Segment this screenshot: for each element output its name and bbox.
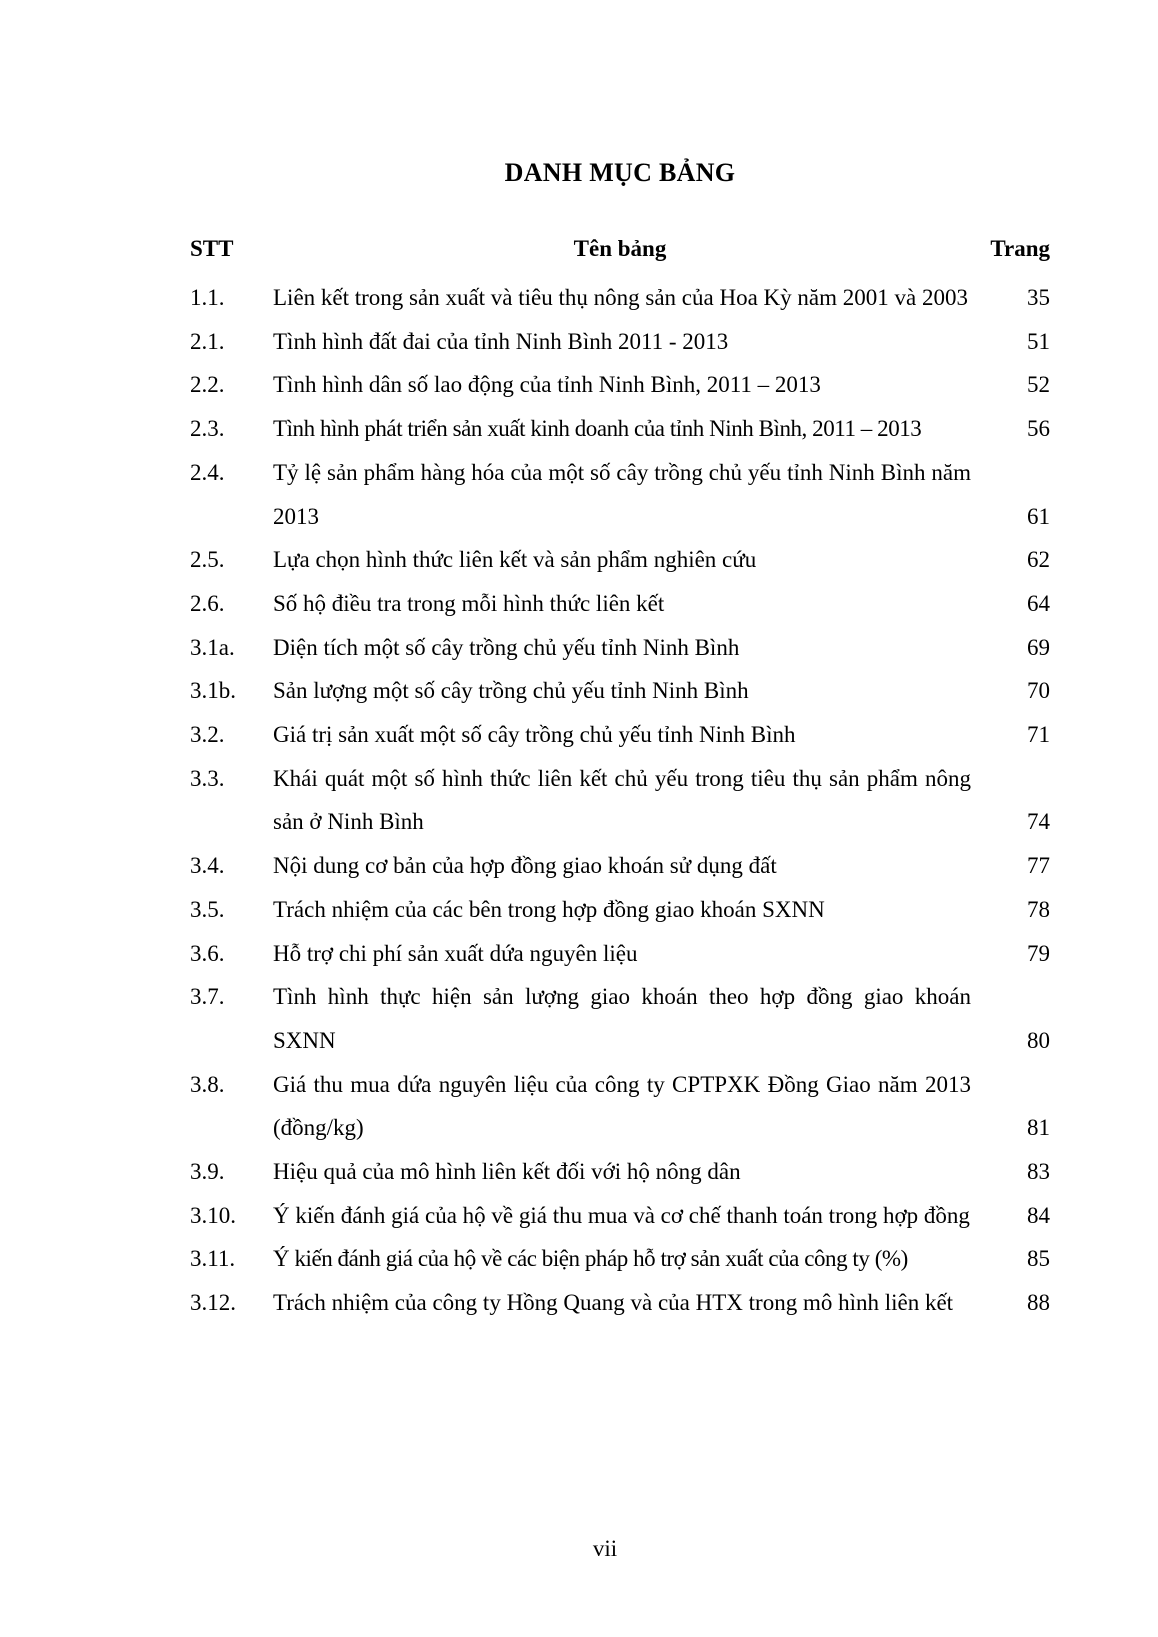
row-name: Ý kiến đánh giá của hộ về giá thu mua và cơ chế thanh toán trong hợp đồng xyxy=(273,1202,970,1228)
header-table-name: Tên bảng xyxy=(573,236,667,261)
row-page: 64 xyxy=(1027,590,1050,616)
row-stt: 1.1. xyxy=(190,285,225,310)
row-name: Giá trị sản xuất một số cây trồng chủ yếu tỉnh Ninh Bình xyxy=(273,722,796,748)
table-row xyxy=(190,888,1050,932)
table-row xyxy=(190,276,1050,320)
row-page: 80 xyxy=(1027,1027,1050,1053)
row-name: Tình hình dân số lao động của tỉnh Ninh Bình, 2011 – 2013 xyxy=(273,372,821,398)
table-row xyxy=(190,1150,1050,1194)
row-name: Hiệu quả của mô hình liên kết đối với hộ nông dân xyxy=(273,1159,741,1185)
table-header xyxy=(190,236,1050,268)
row-page: 81 xyxy=(1027,1115,1050,1141)
row-stt: 3.6. xyxy=(190,940,225,966)
header-page: Trang xyxy=(990,236,1050,261)
row-stt: 3.12. xyxy=(190,1290,236,1316)
row-name: Sản lượng một số cây trồng chủ yếu tỉnh Ninh Bình xyxy=(273,678,749,704)
row-stt: 3.1b. xyxy=(190,678,236,704)
row-stt: 2.3. xyxy=(190,416,225,442)
row-stt: 2.4. xyxy=(190,459,225,485)
row-stt: 2.2. xyxy=(190,372,225,398)
row-page: 84 xyxy=(1027,1202,1050,1228)
row-name: Lựa chọn hình thức liên kết và sản phẩm nghiên cứu xyxy=(273,547,757,573)
row-name: Khái quát một số hình thức liên kết chủ yếu trong tiêu thụ sản phẩm nông sản ở Ninh Bình xyxy=(273,765,971,835)
row-name: Tình hình đất đai của tỉnh Ninh Bình 2011 - 2013 xyxy=(273,328,729,354)
table-row xyxy=(190,932,1050,976)
row-stt: 3.1a. xyxy=(190,634,235,660)
row-name: Giá thu mua dứa nguyên liệu của công ty CPTPXK Đồng Giao năm 2013 (đồng/kg) xyxy=(273,1071,971,1141)
row-page: 79 xyxy=(1027,940,1050,966)
table-row xyxy=(190,451,1050,538)
row-page: 83 xyxy=(1027,1159,1050,1185)
row-page: 71 xyxy=(1027,722,1050,748)
header-stt: STT xyxy=(190,236,234,261)
table-row xyxy=(190,320,1050,364)
row-page: 35 xyxy=(1027,285,1050,310)
table-row xyxy=(190,1237,1050,1281)
row-page: 74 xyxy=(1027,809,1050,835)
row-name: Hỗ trợ chi phí sản xuất dứa nguyên liệu xyxy=(273,940,638,966)
row-stt: 3.3. xyxy=(190,765,225,791)
row-stt: 3.7. xyxy=(190,984,225,1010)
row-stt: 2.1. xyxy=(190,328,225,354)
table-row xyxy=(190,582,1050,626)
row-stt: 3.10. xyxy=(190,1202,236,1228)
row-stt: 3.8. xyxy=(190,1071,225,1097)
table-row xyxy=(190,669,1050,713)
row-name: Liên kết trong sản xuất và tiêu thụ nông sản của Hoa Kỳ năm 2001 và 2003 xyxy=(273,285,968,310)
table-row xyxy=(190,713,1050,757)
table-row xyxy=(190,407,1050,451)
table-row xyxy=(190,626,1050,670)
row-page: 85 xyxy=(1027,1246,1050,1272)
row-name: Nội dung cơ bản của hợp đồng giao khoán sử dụng đất xyxy=(273,853,777,879)
table-row xyxy=(190,844,1050,888)
row-page: 52 xyxy=(1027,372,1050,398)
table-row xyxy=(190,757,1050,844)
page-number: vii xyxy=(592,1536,618,1561)
row-stt: 3.9. xyxy=(190,1159,225,1185)
row-name: Tình hình phát triển sản xuất kinh doanh của tỉnh Ninh Bình, 2011 – 2013 xyxy=(273,416,922,442)
table-list xyxy=(190,276,1050,1325)
row-page: 88 xyxy=(1027,1290,1050,1316)
row-page: 56 xyxy=(1027,416,1050,442)
row-page: 51 xyxy=(1027,328,1050,354)
table-row xyxy=(190,1063,1050,1150)
row-stt: 3.11. xyxy=(190,1246,236,1272)
row-name: Tỷ lệ sản phẩm hàng hóa của một số cây trồng chủ yếu tỉnh Ninh Bình năm 2013 xyxy=(273,459,971,529)
table-row xyxy=(190,1281,1050,1325)
row-name: Trách nhiệm của các bên trong hợp đồng giao khoán SXNN xyxy=(273,896,825,922)
page-title: DANH MỤC BẢNG xyxy=(504,158,736,187)
row-stt: 3.4. xyxy=(190,853,225,879)
row-name: Ý kiến đánh giá của hộ về các biện pháp hỗ trợ sản xuất của công ty (%) xyxy=(273,1246,908,1272)
row-page: 70 xyxy=(1027,678,1050,704)
row-name: Trách nhiệm của công ty Hồng Quang và của HTX trong mô hình liên kết xyxy=(273,1290,954,1316)
row-stt: 2.6. xyxy=(190,590,225,616)
row-stt: 3.2. xyxy=(190,722,225,748)
row-page: 77 xyxy=(1027,853,1050,879)
row-page: 62 xyxy=(1027,547,1050,573)
row-name: Diện tích một số cây trồng chủ yếu tỉnh Ninh Bình xyxy=(273,634,740,660)
row-name: Số hộ điều tra trong mỗi hình thức liên kết xyxy=(273,590,665,616)
table-row xyxy=(190,975,1050,1062)
row-name: Tình hình thực hiện sản lượng giao khoán theo hợp đồng giao khoán SXNN xyxy=(273,984,971,1053)
row-page: 78 xyxy=(1027,896,1050,922)
row-stt: 3.5. xyxy=(190,896,225,922)
row-stt: 2.5. xyxy=(190,547,225,573)
table-row xyxy=(190,538,1050,582)
row-page: 61 xyxy=(1027,503,1050,529)
table-row xyxy=(190,363,1050,407)
row-page: 69 xyxy=(1027,634,1050,660)
table-row xyxy=(190,1194,1050,1238)
